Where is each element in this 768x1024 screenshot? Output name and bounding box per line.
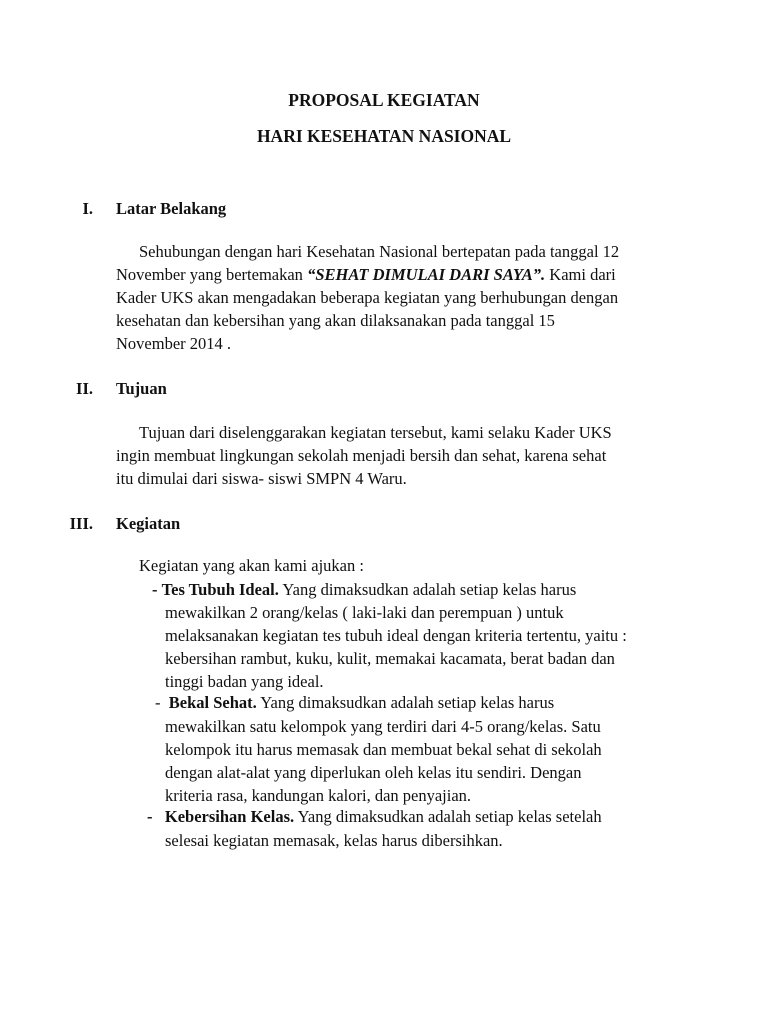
tujuan-line-2: ingin membuat lingkungan sekolah menjadi bersih dan sehat, karena sehat [116,446,607,465]
kegiatan-intro: Kegiatan yang akan kami ajukan : [139,556,364,575]
latar-line-2 [116,267,616,284]
section-number-kegiatan: III. [69,514,93,533]
item-label-kebersihan: Kebersihan Kelas. [164,807,295,826]
item-label-bekal: Bekal Sehat. [168,693,257,712]
bekal-line-4: dengan alat-alat yang diperlukan oleh kelas itu sendiri. Dengan [165,763,582,782]
list-bullet: - [147,807,153,826]
section-heading-latar: Latar Belakang [116,199,227,218]
item-label-tes: Tes Tubuh Ideal. [161,580,279,599]
bekal-line-5: kriteria rasa, kandungan kalori, dan penyajian. [165,786,472,805]
latar-line-4: kesehatan dan kebersihan yang akan dilaksanakan pada tanggal 15 [116,311,555,330]
list-bullet: - [152,580,158,599]
tes-line-5: tinggi badan yang ideal. [165,672,324,691]
section-heading-tujuan: Tujuan [116,379,167,398]
latar-line-5: November 2014 . [116,334,232,353]
document-subtitle: HARI KESEHATAN NASIONAL [256,126,512,146]
section-number-latar: I. [82,199,93,218]
item-text-tes: Yang dimaksudkan adalah setiap kelas harus [278,580,577,599]
latar-line-2-text: November yang bertemakan [116,265,308,284]
section-number-tujuan: II. [76,379,93,398]
list-item-kebersihan-kelas [147,809,602,826]
list-bullet: - [155,693,161,712]
latar-line-2-tail: Kami dari [545,265,616,284]
bekal-line-3: kelompok itu harus memasak dan membuat bekal sehat di sekolah [165,740,602,759]
item-text-bekal: Yang dimaksudkan adalah setiap kelas harus [256,693,555,712]
list-item-bekal-sehat [155,695,554,712]
latar-line-3: Kader UKS akan mengadakan beberapa kegiatan yang berhubungan dengan [116,288,619,307]
tes-line-3: melaksanakan kegiatan tes tubuh ideal dengan kriteria tertentu, yaitu : [165,626,627,645]
theme-text: “SEHAT DIMULAI DARI SAYA”. [307,265,546,284]
tujuan-line-1: Tujuan dari diselenggarakan kegiatan tersebut, kami selaku Kader UKS [139,423,612,442]
latar-line-1: Sehubungan dengan hari Kesehatan Nasional bertepatan pada tanggal 12 [139,242,620,261]
list-item-tes-tubuh-ideal [152,582,576,599]
tes-line-2: mewakilkan 2 orang/kelas ( laki-laki dan perempuan ) untuk [165,603,564,622]
kebersihan-line-2: selesai kegiatan memasak, kelas harus dibersihkan. [165,831,503,850]
section-heading-kegiatan: Kegiatan [116,514,181,533]
bekal-line-2: mewakilkan satu kelompok yang terdiri dari 4-5 orang/kelas. Satu [165,717,601,736]
document-title: PROPOSAL KEGIATAN [288,90,480,110]
tujuan-line-3: itu dimulai dari siswa- siswi SMPN 4 Waru. [116,469,407,488]
tes-line-4: kebersihan rambut, kuku, kulit, memakai kacamata, berat badan dan [165,649,615,668]
item-text-kebersihan: Yang dimaksudkan adalah setiap kelas setelah [294,807,602,826]
